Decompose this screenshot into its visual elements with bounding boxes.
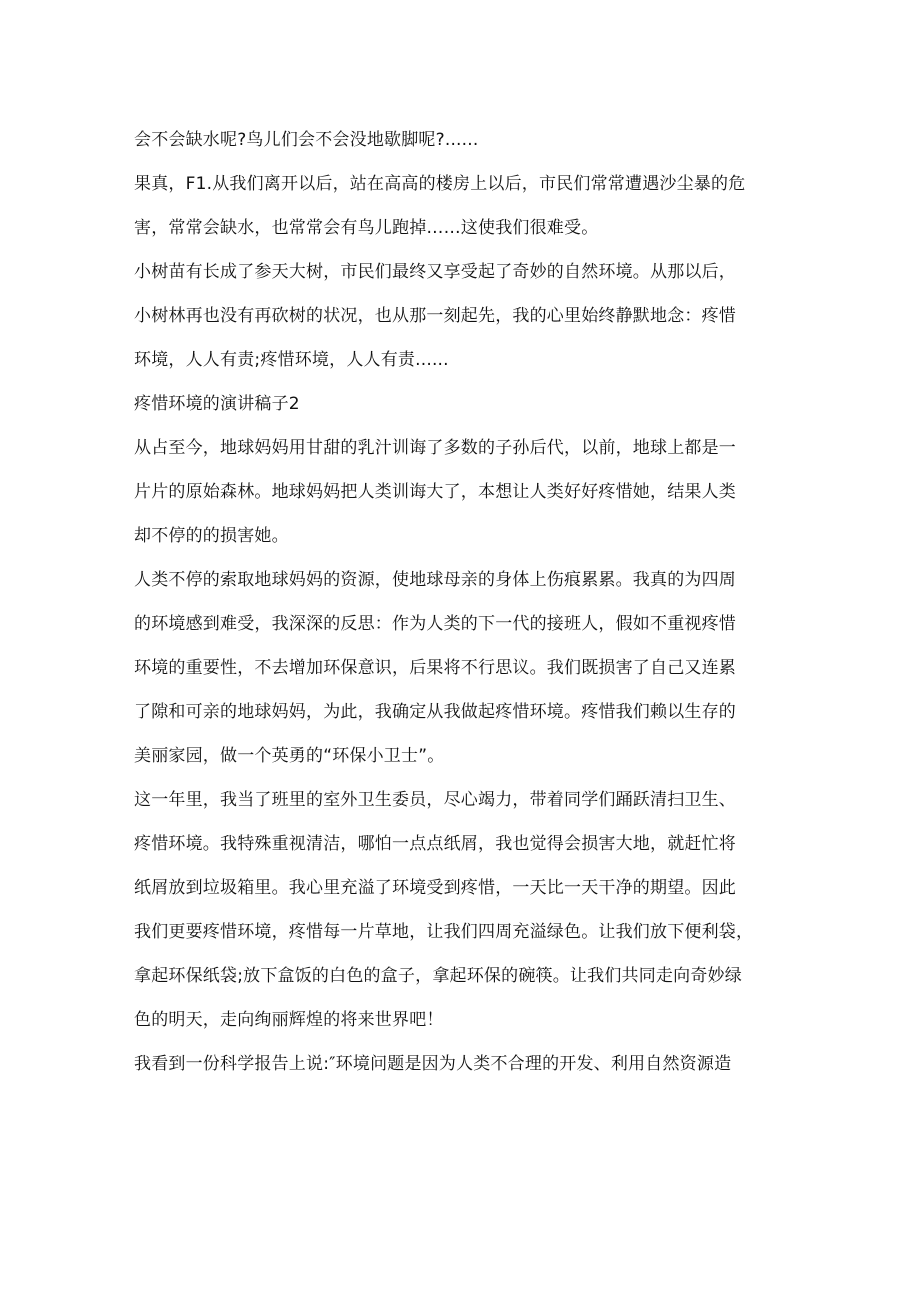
text-line-13: 环境的重要性，不去增加环保意识，后果将不行思议。我们既损害了自己又连累: [134, 658, 736, 678]
text-line-4: 小树苗有长成了参天大树，市民们最终又享受起了奇妙的自然环境。从那以后，: [134, 262, 736, 282]
document-body: [134, 118, 804, 1086]
text-line-18: 纸屑放到垃圾箱里。我心里充溢了环境受到疼惜，一天比一天干净的期望。因此: [134, 878, 736, 898]
text-line-3: 害，常常会缺水，也常常会有鸟儿跑掉……这使我们很难受。: [134, 218, 599, 238]
text-line-6: 环境，人人有责;疼惜环境，人人有责......: [134, 350, 449, 370]
text-line-22: 我看到一份科学报告上说:″环境问题是因为人类不合理的开发、利用自然资源造: [134, 1054, 732, 1074]
text-line-16: 这一年里，我当了班里的室外卫生委员，尽心竭力，带着同学们踊跃清扫卫生、: [134, 790, 736, 810]
text-line-20: 拿起环保纸袋;放下盒饭的白色的盒子，拿起环保的碗筷。让我们共同走向奇妙绿: [134, 966, 742, 986]
text-line-17: 疼惜环境。我特殊重视清洁，哪怕一点点纸屑，我也觉得会损害大地，就赶忙将: [134, 834, 736, 854]
text-line-2: 果真，F1.从我们离开以后，站在高高的楼房上以后，市民们常常遭遇沙尘暴的危: [134, 174, 746, 194]
text-line-8: 从占至今，地球妈妈用甘甜的乳汁训诲了多数的子孙后代，以前，地球上都是一: [134, 438, 736, 458]
text-line-14: 了隙和可亲的地球妈妈，为此，我确定从我做起疼惜环境。疼惜我们赖以生存的: [134, 702, 736, 722]
section-heading: 疼惜环境的演讲稿子2: [134, 394, 300, 414]
text-line-11: 人类不停的索取地球妈妈的资源，使地球母亲的身体上伤痕累累。我真的为四周: [134, 570, 736, 590]
text-line-12: 的环境感到难受，我深深的反思：作为人类的下一代的接班人，假如不重视疼惜: [134, 614, 736, 634]
text-line-15: 美丽家园，做一个英勇的“环保小卫士”。: [134, 746, 445, 766]
text-line-5: 小树林再也没有再砍树的状况，也从那一刻起先，我的心里始终静默地念：疼惜: [134, 306, 736, 326]
text-line-10: 却不停的的损害她。: [134, 526, 289, 546]
text-line-19: 我们更要疼惜环境，疼惜每一片草地，让我们四周充溢绿色。让我们放下便利袋，: [134, 922, 754, 942]
text-line-9: 片片的原始森林。地球妈妈把人类训诲大了，本想让人类好好疼惜她，结果人类: [134, 482, 736, 502]
text-line-1: 会不会缺水呢?鸟儿们会不会没地歇脚呢?......: [134, 130, 479, 150]
text-line-21: 色的明天，走向绚丽辉煌的将来世界吧！: [134, 1010, 444, 1030]
